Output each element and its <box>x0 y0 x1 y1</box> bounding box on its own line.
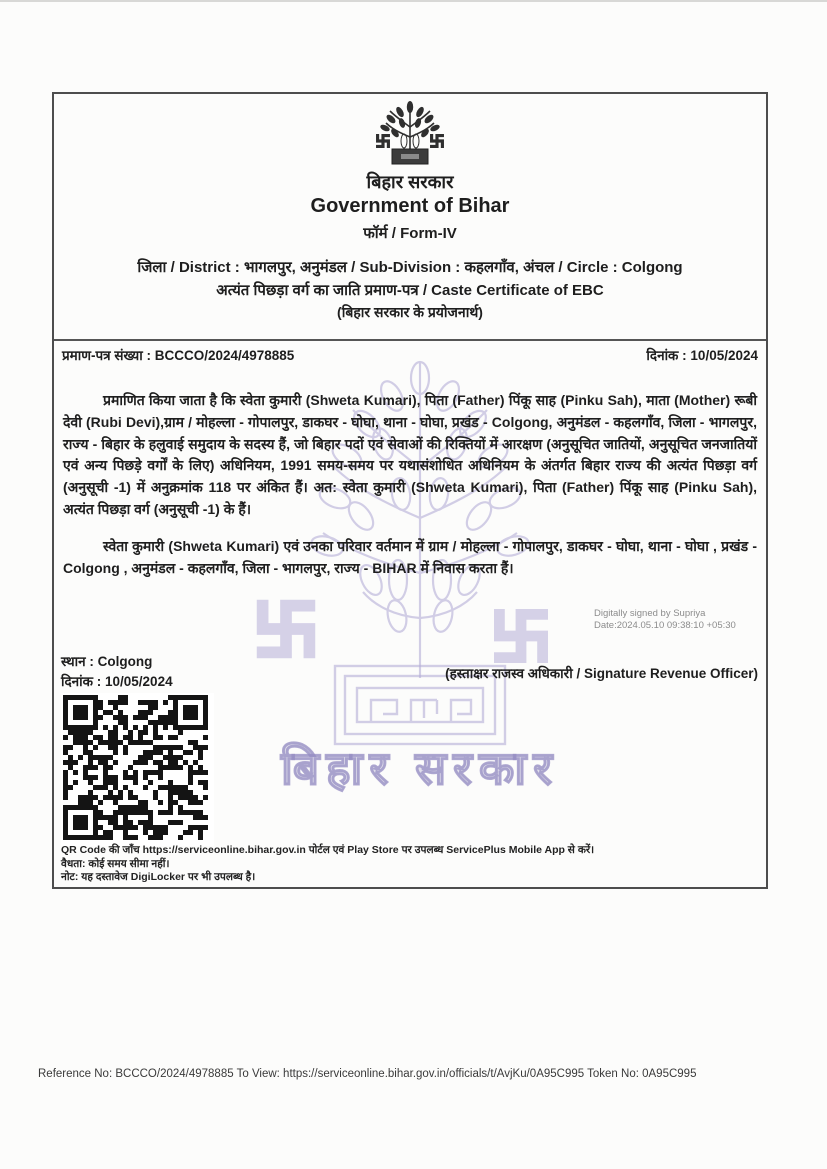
reference-footer-line: Reference No: BCCCO/2024/4978885 To View: https://serviceonline.bihar.gov.in/officials/t/AvjKu/0A95C995 Token No: 0A95C995 <box>38 1068 697 1080</box>
bihar-emblem-icon <box>362 99 458 171</box>
certificate-meta-row <box>62 346 758 364</box>
scan-edge-artifact <box>0 0 827 2</box>
place-line: स्थान : Colgong <box>61 654 153 669</box>
validity-note: वैधता: कोई समय सीमा नहीं। <box>61 857 170 870</box>
issue-date: दिनांक : 10/05/2024 <box>646 348 758 363</box>
certificate-frame <box>52 92 768 889</box>
digilocker-note: नोट: यह दस्तावेज DigiLocker पर भी उपलब्ध है। <box>61 871 256 883</box>
government-title-hindi: बिहार सरकार <box>366 172 454 192</box>
header-divider-line <box>54 339 766 341</box>
watermark-text: बिहार सरकार <box>280 742 560 794</box>
revenue-officer-signature-line: (हस्ताक्षर राजस्व अधिकारी / Signature Revenue Officer) <box>445 666 758 681</box>
qr-code <box>61 693 214 846</box>
purpose-line: (बिहार सरकार के प्रयोजनार्थ) <box>337 304 483 320</box>
place-date-block <box>61 652 173 692</box>
digital-signature-line1: Digitally signed by Supriya <box>594 608 706 619</box>
certificate-body-paragraph-1: प्रमाणित किया जाता है कि स्वेता कुमारी (Shweta Kumari), पिता (Father) पिंकू साह (Pinku Sah), माता (Mother) रूबी देवी (Rubi Devi),ग्राम / मोहल्ला - गोपालपुर, डाकघर - घोघा, थाना - घोघा, प्रखंड - Colgong, अनुमंडल - कहलगाँव, जिला - भागलपुर, राज्य - बिहार के हलुवाई समुदाय के सदस्य हैं, जो बिहार पदों एवं सेवाओं की रिक्तियों में आरक्षण (अनुसूचित जातियों, अनुसूचित जनजातियों एवं अन्य पिछड़े वर्गों के लिए) अधिनियम, 1991 समय-समय पर यथासंशोधित अधिनियम के अंतर्गत बिहार राज्य की अत्यंत पिछड़ा वर्ग (अनुसूची -1) में अनुक्रमांक 118 पर अंकित हैं। अत: स्वेता कुमारी (Shweta Kumari), पिता (Father) पिंकू साह (Pinku Sah), अत्यंत पिछड़ा वर्ग (अनुसूची -1) के हैं। <box>63 392 757 517</box>
certificate-number: प्रमाण-पत्र संख्या : BCCCO/2024/4978885 <box>62 348 295 363</box>
district-subdivision-circle-line: जिला / District : भागलपुर, अनुमंडल / Sub-Division : कहलगाँव, अंचल / Circle : Colgong <box>137 259 683 276</box>
digital-signature-stamp <box>594 608 736 632</box>
government-title-english: Government of Bihar <box>310 195 510 217</box>
digital-signature-line2: Date:2024.05.10 09:38:10 +05:30 <box>594 620 736 631</box>
date-line: दिनांक : 10/05/2024 <box>61 674 173 689</box>
certificate-body-paragraph-2: स्वेता कुमारी (Shweta Kumari) एवं उनका परिवार वर्तमान में ग्राम / मोहल्ला - गोपालपुर, डाकघर - घोघा, थाना - घोघा , प्रखंड - Colgong , अनुमंडल - कहलगाँव, जिला - भागलपुर, राज्य - BIHAR में निवास करता हैं। <box>63 538 757 576</box>
qr-verification-note: QR Code की जाँच https://serviceonline.bihar.gov.in पोर्टल एवं Play Store पर उपलब्ध ServicePlus Mobile App से करें। <box>61 844 595 856</box>
certificate-title-line: अत्यंत पिछड़ा वर्ग का जाति प्रमाण-पत्र / Caste Certificate of EBC <box>216 282 604 299</box>
footer-notes <box>61 844 759 885</box>
form-number-line: फॉर्म / Form-IV <box>363 225 457 242</box>
